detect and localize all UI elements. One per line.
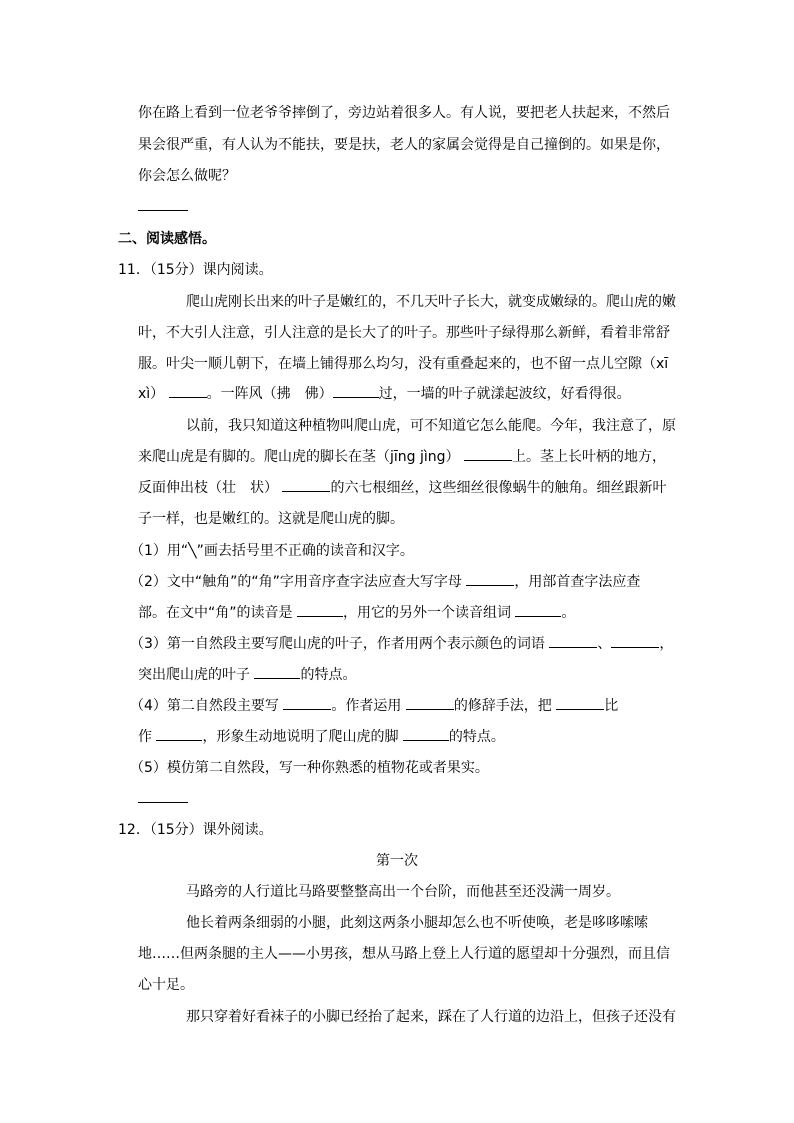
text-segment: ， (659, 636, 674, 652)
q12-p2-line-3: 心十足。 (138, 977, 194, 993)
text-segment: 的特点。 (448, 729, 505, 745)
text-segment: 反面伸出枝（壮 状） (138, 480, 278, 496)
q11-sub-1: （1）用“╲”画去括号里不正确的读音和汉字。 (130, 543, 414, 559)
section-heading: 二、阅读感悟。 (118, 231, 216, 247)
text-segment: 来爬山虎是有脚的。爬山虎的脚长在茎（jīng jìng） (138, 449, 460, 465)
blank[interactable] (549, 634, 597, 648)
text-segment: 过，一墙的叶子就漾起波纹，好看得很。 (378, 386, 631, 402)
blank[interactable] (406, 696, 454, 710)
blank[interactable] (403, 727, 449, 741)
q11-sub-2-line-2 (138, 603, 575, 623)
q11-p2-line-4: 子一样，也是嫩红的。这就是爬山虎的脚。 (138, 511, 404, 527)
blank[interactable] (254, 665, 300, 679)
q12-header: 12．（15分）课外阅读。 (118, 822, 273, 838)
blank[interactable] (333, 384, 379, 398)
q11-p1-line-3: 服。叶尖一顺儿朝下，在墙上铺得那么均匀，没有重叠起来的，也不留一点儿空隙（xī (138, 356, 669, 372)
q11-sub-5: （5）模仿第二自然段，写一种你熟悉的植物花或者果实。 (130, 760, 489, 776)
pinyin-option: xì） (138, 386, 165, 402)
text-segment: （2）文中“触角”的“角”字用音序查字法应查大写字母 (130, 574, 467, 590)
q10-line-1: 你在路上看到一位老爷爷摔倒了，旁边站着很多人。有人说，要把老人扶起来，不然后 (138, 105, 670, 121)
text-segment: 、 (597, 636, 612, 652)
q12-p1: 马路旁的人行道比马路要整整高出一个台阶，而他甚至还没满一周岁。 (186, 884, 620, 900)
q12-p2-line-2: 地……但两条腿的主人——小男孩，想从马路上登上人行道的愿望却十分强烈，而且信 (138, 946, 670, 962)
text-segment: （4）第二自然段主要写 (130, 698, 284, 714)
q11-sub-4-line-1 (130, 696, 618, 716)
text-segment: 上。茎上长叶柄的地方， (511, 449, 666, 465)
text-segment: 的特点。 (300, 667, 357, 683)
q11-p2-line-2 (138, 447, 666, 467)
q11-p1-line-4 (138, 384, 631, 404)
text-segment: 的六七根细丝，这些细丝很像蜗牛的触角。细丝跟新叶 (330, 480, 667, 496)
blank[interactable] (297, 603, 343, 617)
blank[interactable] (515, 603, 561, 617)
q11-sub-4-line-2 (138, 727, 505, 747)
text-segment: ，形象生动地说明了爬山虎的脚 (202, 729, 403, 745)
blank[interactable] (464, 447, 512, 461)
text-segment: 的修辞手法，把 (453, 698, 557, 714)
blank[interactable] (156, 727, 202, 741)
q11-sub-3-line-1 (130, 634, 673, 654)
blank[interactable] (169, 384, 207, 398)
text-segment: 比 (604, 698, 619, 714)
blank[interactable] (556, 696, 604, 710)
blank[interactable] (282, 478, 330, 492)
q11-p2-line-3 (138, 478, 666, 498)
text-segment: （3）第一自然段主要写爬山虎的叶子，作者用两个表示颜色的词语 (130, 636, 550, 652)
q10-line-3: 你会怎么做呢？ (138, 168, 236, 184)
q12-p2-line-1: 他长着两条细弱的小腿，此刻这两条小腿却怎么也不听使唤，老是哆哆嗦嗦 (186, 915, 648, 931)
text-segment: 。 (561, 605, 576, 621)
q11-p1-line-1: 爬山虎刚长出来的叶子是嫩红的，不几天叶子长大，就变成嫩绿的。爬山虎的嫩 (186, 294, 676, 310)
text-segment: ，用它的另外一个读音组词 (342, 605, 516, 621)
text-segment: 作 (138, 729, 157, 745)
text-segment: ，用部首查字法应查 (514, 574, 641, 590)
q11-sub-3-line-2 (138, 665, 356, 685)
q11-header: 11．（15分）课内阅读。 (118, 262, 273, 278)
q11-sub-2-line-1 (130, 572, 640, 592)
q11-p1-line-2: 叶，不大引人注意，引人注意的是长大了的叶子。那些叶子绿得那么新鲜，看着非常舒 (138, 325, 670, 341)
text-segment: 。作者运用 (331, 698, 406, 714)
q11-answer-blank[interactable] (138, 789, 188, 809)
q10-line-2: 果会很严重，有人认为不能扶，要是扶，老人的家属会觉得是自己撞倒的。如果是你， (138, 137, 670, 153)
passage-title: 第一次 (376, 853, 418, 869)
text-segment: 。一阵风（拂 佛） (206, 386, 333, 402)
q11-p2-line-1: 以前，我只知道这种植物叫爬山虎，可不知道它怎么能爬。今年，我注意了，原 (186, 418, 676, 434)
text-segment: 突出爬山虎的叶子 (138, 667, 255, 683)
blank[interactable] (611, 634, 659, 648)
blank[interactable] (466, 572, 514, 586)
text-segment: 部。在文中“角”的读音是 (138, 605, 297, 621)
q10-answer-blank[interactable] (138, 197, 188, 217)
blank[interactable] (283, 696, 331, 710)
q12-p3: 那只穿着好看袜子的小脚已经抬了起来，踩在了人行道的边沿上，但孩子还没有 (186, 1009, 676, 1025)
